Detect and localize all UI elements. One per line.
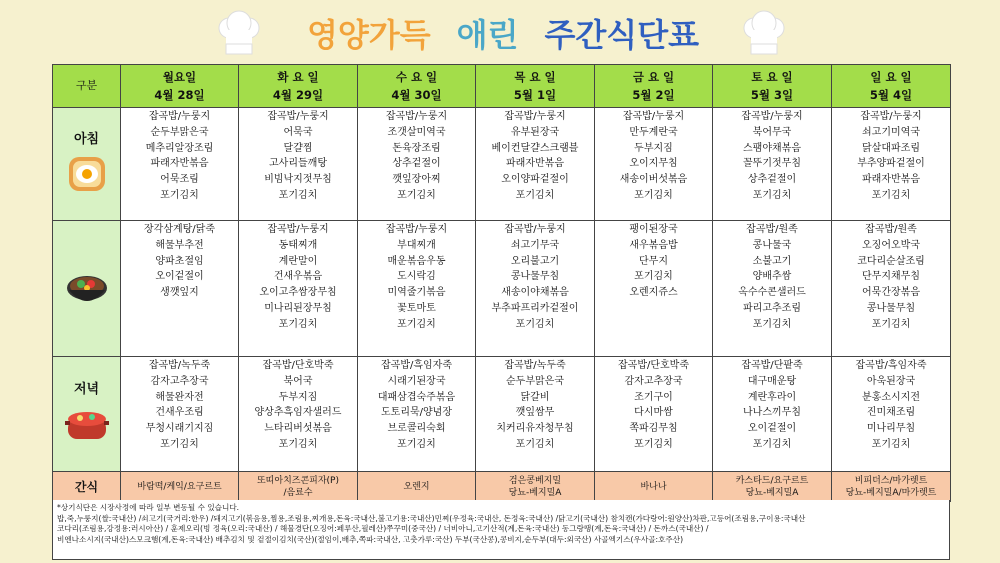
day-name: 일 요 일 — [870, 70, 912, 84]
menu-item: 치커리유자청무침 — [496, 423, 574, 435]
day-date: 4월 29일 — [272, 88, 324, 102]
menu-item: 잡곡밥/누룽지 — [622, 111, 685, 122]
menu-item: 소불고기 — [752, 255, 792, 267]
menu-item: 새송이야채볶음 — [501, 287, 569, 299]
menu-item: 미역줄기볶음 — [387, 287, 446, 299]
menu-item: 어묵국 — [283, 126, 313, 138]
chef-hat-icon — [740, 10, 788, 58]
title-part-1: 영양가득 — [306, 16, 431, 54]
snack-item: 또띠아치즈콘피자(P) — [256, 475, 339, 486]
menu-item: 잡곡밥/원족 — [865, 224, 917, 235]
title-part-2: 애린 — [456, 16, 519, 54]
menu-item: 오리불고기 — [510, 255, 560, 267]
menu-item: 파래자반볶음 — [506, 158, 564, 170]
dinner-label — [53, 357, 121, 472]
snack-item: 당뇨-베지밀A — [508, 487, 562, 498]
dinner-cell — [121, 357, 239, 472]
menu-item: 시래기된장국 — [387, 375, 446, 387]
menu-item: 건새우조림 — [155, 407, 204, 419]
dinner-cell — [713, 357, 832, 472]
day-date: 4월 30일 — [391, 88, 442, 102]
menu-item: 다시마쌈 — [634, 407, 673, 419]
day-name: 월요일 — [162, 70, 197, 84]
menu-item: 파래자반볶음 — [150, 158, 209, 170]
menu-item: 느타리버섯볶음 — [264, 423, 332, 435]
day-name: 화 요 일 — [277, 70, 319, 84]
menu-item: 꽃토마토 — [397, 302, 436, 314]
bibimbap-icon — [63, 266, 111, 314]
menu-table — [52, 64, 951, 502]
menu-item: 해물완자전 — [155, 391, 204, 403]
menu-item: 감자고추장국 — [150, 375, 209, 387]
lunch-cell — [713, 221, 832, 357]
day-name: 수 요 일 — [395, 70, 438, 84]
breakfast-cell — [358, 108, 476, 221]
snack-cell — [595, 472, 713, 502]
snack-item: 바람떡/케익/요구르트 — [137, 481, 222, 492]
breakfast-cell — [239, 108, 358, 221]
dinner-cell — [595, 357, 713, 472]
menu-item: 잡곡밥/단팥죽 — [741, 360, 803, 371]
day-header — [121, 65, 239, 108]
menu-item: 계란말이 — [278, 255, 318, 267]
snack-cell — [121, 472, 239, 502]
day-header — [713, 65, 832, 108]
note-line: 밥,죽,누룽지(쌀:국내산) /쇠고기(국거리:한우) /돼지고기(볶음용,찜용,조림용,찌개용,돈육:국내산,불고기용:국내산)민찌(우정육:국내산, 돈정육:국내산) /닭고기(국내산) 참치캔(가다랑어:원양산)차판,고등어(조림용,구이용:국내산 — [57, 513, 806, 523]
day-header — [595, 65, 713, 108]
menu-item: 잡곡밥/누룽지 — [148, 111, 211, 122]
meal-label-text: 아침 — [73, 132, 100, 147]
stew-icon — [64, 401, 110, 447]
day-date: 5월 3일 — [750, 88, 794, 102]
origin-notes — [52, 500, 950, 560]
menu-item: 잡곡밥/누룽지 — [504, 111, 566, 122]
menu-item: 포기김치 — [397, 189, 436, 201]
menu-item: 파래자반볶음 — [862, 174, 920, 186]
menu-item: 오이겉절이 — [747, 423, 797, 435]
menu-item: 두부지짐 — [634, 142, 673, 154]
menu-item: 달걀찜 — [283, 142, 313, 154]
snack-row — [53, 472, 951, 502]
menu-item: 부추양파겉절이 — [857, 158, 925, 170]
snack-cell — [358, 472, 476, 502]
menu-item: 상추겉절이 — [392, 158, 441, 170]
menu-item: 부대찌개 — [397, 239, 436, 251]
menu-item: 포기김치 — [515, 318, 555, 330]
dinner-cell — [239, 357, 358, 472]
breakfast-cell — [595, 108, 713, 221]
menu-item: 대구매운탕 — [747, 375, 797, 387]
menu-item: 쇠고기무국 — [510, 239, 560, 251]
menu-item: 생깻잎지 — [160, 287, 199, 299]
snack-item: 검은콩베지밀 — [508, 475, 562, 486]
menu-item: 코다리순살조림 — [857, 255, 925, 267]
snack-item: /음료수 — [283, 487, 313, 498]
menu-item: 포기김치 — [278, 438, 318, 450]
lunch-row — [53, 221, 951, 357]
day-date: 5월 1일 — [513, 88, 557, 102]
snack-label: 간식 — [53, 472, 121, 502]
snack-item: 카스타드/요구르트 — [735, 475, 809, 486]
note-line: 비엔나소시지(국내산)스모크햄(계,돈육:국내산) 배추김치 및 겉절이김치(국산)(절임이,배추,쪽파:국내산, 고춧가루:국산) 두부(국산콩),콩비지,순두부(대두:외국산) 사골엑기스(우사골:호주산) — [57, 534, 684, 544]
day-date: 5월 4일 — [869, 88, 913, 102]
menu-item: 잡곡밥/누룽지 — [267, 224, 329, 235]
menu-item: 닭갈비 — [520, 391, 550, 403]
menu-item: 포기김치 — [515, 438, 555, 450]
menu-item: 잡곡밥/누룽지 — [741, 111, 803, 122]
menu-item: 닭살대파조림 — [862, 142, 920, 154]
menu-item: 잡곡밥/단호박죽 — [618, 360, 689, 371]
menu-item: 북어국 — [283, 375, 313, 387]
menu-item: 잡곡밥/누룽지 — [504, 224, 566, 235]
meal-label-text: 저녁 — [73, 382, 100, 397]
menu-item: 동태찌개 — [278, 239, 318, 251]
day-header — [832, 65, 951, 108]
menu-item: 양배추쌈 — [752, 271, 792, 283]
day-header-row — [53, 65, 951, 108]
menu-item: 오이양파겉절이 — [501, 174, 569, 186]
snack-item: 당뇨-베지밀A/마가렛트 — [845, 487, 937, 498]
breakfast-cell — [476, 108, 595, 221]
menu-item: 유부된장국 — [510, 126, 560, 138]
menu-item: 무청시래기지짐 — [145, 423, 214, 435]
lunch-cell — [476, 221, 595, 357]
menu-item: 비빔낙지젓무침 — [264, 174, 332, 186]
menu-item: 도토리묵/양념장 — [381, 407, 452, 419]
day-name: 토 요 일 — [751, 70, 793, 84]
menu-item: 순두부맑은국 — [506, 375, 564, 387]
day-name: 금 요 일 — [632, 70, 675, 84]
menu-item: 콩나물무침 — [866, 302, 916, 314]
day-header — [476, 65, 595, 108]
lunch-cell — [595, 221, 713, 357]
menu-item: 포기김치 — [160, 189, 199, 201]
menu-item: 새우볶음밥 — [629, 239, 678, 251]
menu-item: 나나스끼무침 — [743, 407, 801, 419]
snack-item: 바나나 — [640, 481, 667, 492]
menu-item: 포기김치 — [278, 189, 318, 201]
dinner-cell — [358, 357, 476, 472]
menu-item: 잡곡밥/원족 — [746, 224, 798, 235]
menu-item: 잡곡밥/단호박죽 — [262, 360, 334, 371]
dinner-row — [53, 357, 951, 472]
menu-item: 고사리들깨탕 — [269, 158, 327, 170]
menu-item: 어묵간장볶음 — [862, 287, 920, 299]
snack-item: 오렌지 — [403, 481, 430, 492]
menu-item: 포기김치 — [871, 438, 911, 450]
menu-item: 상추겉절이 — [747, 174, 797, 186]
menu-item: 콩나물국 — [752, 239, 792, 251]
menu-item: 포기김치 — [397, 438, 436, 450]
menu-item: 미나리된장무침 — [264, 302, 332, 314]
menu-item: 계란후라이 — [747, 391, 797, 403]
menu-item: 잡곡밥/누룽지 — [267, 111, 329, 122]
lunch-cell — [358, 221, 476, 357]
snack-cell — [713, 472, 832, 502]
dinner-cell — [476, 357, 595, 472]
menu-item: 분홍소시지전 — [862, 391, 920, 403]
menu-item: 아욱된장국 — [866, 375, 916, 387]
menu-item: 잡곡밥/누룽지 — [860, 111, 922, 122]
note-line: *상기식단은 시장사정에 따라 일부 변동될 수 있습니다. — [57, 503, 240, 512]
breakfast-row — [53, 108, 951, 221]
menu-item: 포기김치 — [871, 318, 911, 330]
menu-item: 단무지 — [639, 255, 668, 267]
menu-item: 양파초절임 — [155, 255, 204, 267]
menu-item: 장각삼계탕/닭죽 — [144, 224, 215, 235]
menu-item: 만두계란국 — [629, 126, 678, 138]
menu-item: 부추파프리카겉절이 — [491, 302, 579, 314]
menu-item: 포기김치 — [634, 271, 673, 283]
day-date: 4월 28일 — [154, 88, 205, 102]
menu-item: 깻잎쌈무 — [515, 407, 555, 419]
snack-item: 비피더스/마가렛트 — [854, 475, 928, 486]
menu-item: 미나리무침 — [866, 423, 916, 435]
menu-item: 오이지무침 — [629, 158, 678, 170]
day-header — [239, 65, 358, 108]
menu-item: 양상추흑임자샐러드 — [254, 407, 342, 419]
menu-item: 쇠고기미역국 — [862, 126, 920, 138]
lunch-cell — [239, 221, 358, 357]
menu-item: 스팸야채볶음 — [743, 142, 801, 154]
header — [0, 0, 1000, 64]
menu-item: 포기김치 — [160, 438, 199, 450]
menu-item: 잡곡밥/누룽지 — [385, 224, 448, 235]
menu-item: 잡곡밥/흑임자죽 — [381, 360, 452, 371]
lunch-cell — [121, 221, 239, 357]
menu-item: 깻잎장아찌 — [392, 174, 441, 186]
menu-item: 포기김치 — [634, 189, 673, 201]
breakfast-cell — [121, 108, 239, 221]
menu-item: 오렌지쥬스 — [629, 287, 678, 299]
menu-item: 단무지채무침 — [862, 271, 920, 283]
menu-item: 감자고추장국 — [624, 375, 683, 387]
lunch-cell — [832, 221, 951, 357]
menu-item: 돈육장조림 — [392, 142, 441, 154]
menu-item: 두부지짐 — [278, 391, 318, 403]
menu-item: 메추리알장조림 — [145, 142, 214, 154]
menu-item: 포기김치 — [634, 438, 673, 450]
menu-item: 조기구이 — [634, 391, 673, 403]
snack-cell — [832, 472, 951, 502]
menu-item: 잡곡밥/흑임자죽 — [855, 360, 927, 371]
menu-item: 콩나물무침 — [510, 271, 560, 283]
note-line: 코다리(조림용,강정용:러시아산) / 훈제오리(빙 정육(오리:국내산) / 해물경단(오징어:페루산,필레산)쭈꾸미(중국산) / 너비아니,고기산적(계,돈육:국내산) 동그랑땡(계,돈육:국내산) / 돈까스(국내산) / — [57, 524, 709, 534]
menu-item: 오이고추쌈장무침 — [259, 287, 337, 299]
title-part-3: 주간식단표 — [544, 16, 700, 54]
day-name: 목 요 일 — [514, 70, 556, 84]
menu-item: 포기김치 — [871, 189, 911, 201]
menu-item: 포기김치 — [752, 318, 792, 330]
menu-item: 오이겉절이 — [155, 271, 204, 283]
menu-item: 포기김치 — [752, 189, 792, 201]
dinner-cell — [832, 357, 951, 472]
menu-item: 어묵조림 — [160, 174, 199, 186]
chef-hat-icon — [215, 10, 263, 58]
day-header — [358, 65, 476, 108]
menu-item: 도시락김 — [397, 271, 436, 283]
menu-item: 순두부맑은국 — [150, 126, 209, 138]
menu-item: 새송이버섯볶음 — [619, 174, 688, 186]
menu-item: 진미채조림 — [866, 407, 916, 419]
menu-item: 조갯살미역국 — [387, 126, 446, 138]
menu-item: 포기김치 — [752, 438, 792, 450]
menu-item: 오징어오박국 — [862, 239, 920, 251]
snack-cell — [476, 472, 595, 502]
menu-item: 잡곡밥/녹두죽 — [148, 360, 211, 371]
menu-item: 꼴뚜기젓무침 — [743, 158, 801, 170]
page-title — [268, 8, 738, 58]
menu-item: 파리고추조림 — [743, 302, 801, 314]
egg-toast-icon — [64, 151, 110, 197]
breakfast-label — [53, 108, 121, 221]
menu-item: 매운볶음우동 — [387, 255, 446, 267]
menu-item: 해물부추전 — [155, 239, 204, 251]
breakfast-cell — [713, 108, 832, 221]
menu-item: 팽이된장국 — [629, 224, 678, 235]
breakfast-cell — [832, 108, 951, 221]
snack-item: 당뇨-베지밀A — [745, 487, 799, 498]
menu-item: 북어무국 — [752, 126, 792, 138]
menu-item: 대패삼겹숙주볶음 — [377, 391, 456, 403]
menu-item: 포기김치 — [515, 189, 555, 201]
menu-item: 포기김치 — [278, 318, 318, 330]
snack-cell — [239, 472, 358, 502]
menu-item: 잡곡밥/녹두죽 — [504, 360, 566, 371]
day-date: 5월 2일 — [632, 88, 675, 102]
menu-item: 포기김치 — [397, 318, 436, 330]
menu-item: 베이컨달걀스크램블 — [491, 142, 579, 154]
menu-item: 옥수수콘샐러드 — [738, 287, 806, 299]
lunch-label — [53, 221, 121, 357]
menu-item: 쪽파김무침 — [629, 423, 678, 435]
menu-item: 건새우볶음 — [273, 271, 323, 283]
menu-item: 잡곡밥/누룽지 — [385, 111, 448, 122]
gubun-header: 구분 — [53, 65, 121, 108]
menu-item: 브로콜리숙회 — [387, 423, 446, 435]
